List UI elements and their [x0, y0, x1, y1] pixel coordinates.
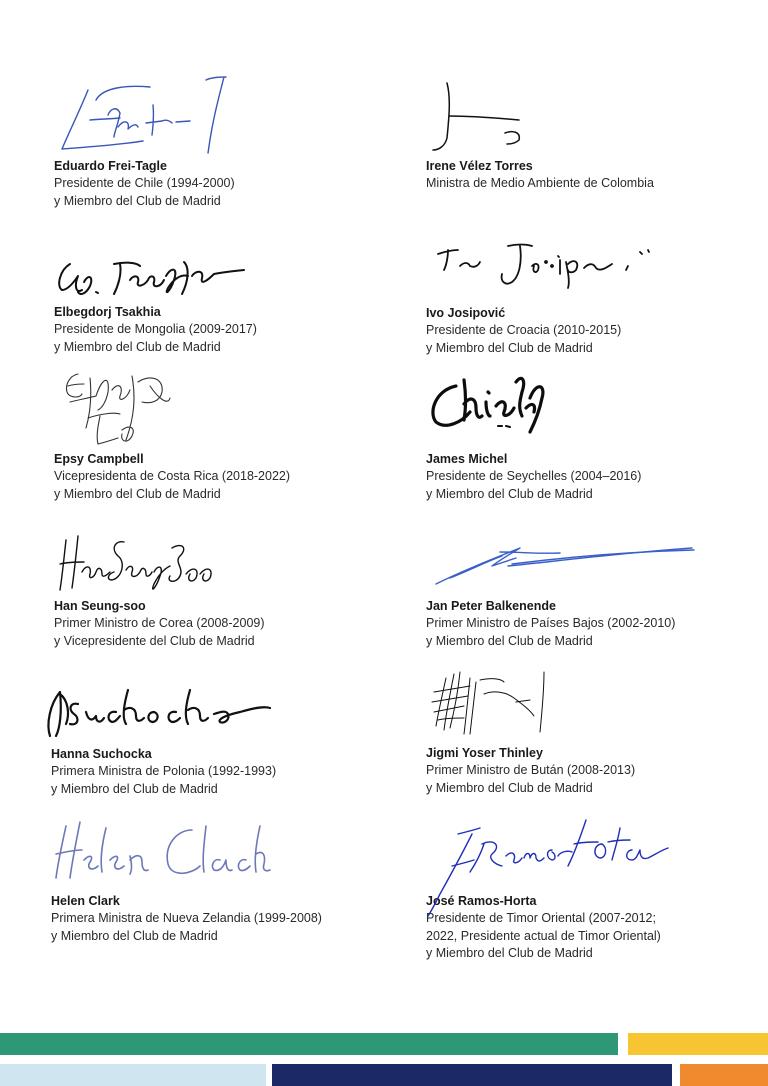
signature-balkenende — [430, 538, 700, 588]
signatory-role: Primera Ministra de Polonia (1992-1993) — [51, 764, 277, 778]
signatory-name: Eduardo Frei-Tagle — [54, 159, 167, 173]
signatory-role: y Miembro del Club de Madrid — [426, 780, 593, 795]
signature-michel — [426, 372, 556, 444]
footer-bar-navy — [272, 1064, 672, 1086]
footer-bar-orange — [680, 1064, 768, 1086]
signatory-name: Helen Clark — [51, 894, 120, 908]
signatory-velez — [426, 158, 654, 193]
signature-tsakhia — [54, 252, 246, 302]
signatory-campbell — [54, 451, 290, 503]
signatory-role: Primer Ministro de Bután (2008-2013) — [426, 763, 636, 777]
signatory-role: Primer Ministro de Países Bajos (2002-2010) — [426, 616, 676, 630]
signatory-role: 2022, Presidente actual de Timor Oriental) — [426, 928, 661, 943]
signature-thinley — [430, 668, 550, 742]
signatory-balkenende — [426, 598, 675, 650]
signatory-name: Hanna Suchocka — [51, 747, 152, 761]
signatory-suchocka — [51, 746, 276, 798]
signature-frei — [58, 75, 258, 157]
signature-ramoshorta — [422, 814, 684, 920]
signatory-name: Epsy Campbell — [54, 452, 144, 466]
signatory-role: y Miembro del Club de Madrid — [426, 486, 593, 501]
signatory-thinley — [426, 745, 635, 797]
signatory-role: y Miembro del Club de Madrid — [426, 946, 593, 960]
signatory-han — [54, 598, 265, 650]
signature-campbell — [60, 368, 176, 450]
signatory-tsakhia — [54, 304, 257, 356]
signature-han — [56, 528, 216, 598]
signatory-role: y Miembro del Club de Madrid — [426, 340, 593, 355]
signatory-clark — [51, 893, 322, 945]
signatory-role: y Miembro del Club de Madrid — [426, 633, 593, 648]
footer-bar-green — [0, 1033, 618, 1055]
signatory-role: Primer Ministro de Corea (2008-2009) — [54, 616, 265, 630]
signatory-role: Presidente de Seychelles (2004–2016) — [426, 469, 642, 483]
footer-bar-yellow — [628, 1033, 768, 1055]
signatory-name: Han Seung-soo — [54, 599, 146, 613]
signatory-role: y Miembro del Club de Madrid — [51, 928, 218, 943]
signatory-role: Presidente de Timor Oriental (2007-2012; — [426, 911, 656, 925]
signatory-role: y Miembro del Club de Madrid — [54, 193, 221, 208]
signatory-name: Jigmi Yoser Thinley — [426, 746, 543, 760]
signatory-michel — [426, 451, 641, 503]
signatory-name: Irene Vélez Torres — [426, 159, 533, 173]
signatory-name: Ivo Josipović — [426, 306, 506, 320]
signatory-role: Vicepresidenta de Costa Rica (2018-2022) — [54, 469, 291, 483]
signatory-role: y Vicepresidente del Club de Madrid — [54, 633, 255, 648]
signatory-name: Elbegdorj Tsakhia — [54, 305, 161, 319]
signatory-name: José Ramos-Horta — [426, 894, 537, 908]
signatory-name: Jan Peter Balkenende — [426, 599, 556, 613]
signature-suchocka — [44, 684, 274, 742]
signature-velez — [427, 78, 559, 154]
signature-josipovic — [436, 238, 656, 290]
signatory-frei — [54, 158, 235, 210]
signatory-role: Presidente de Croacia (2010-2015) — [426, 323, 622, 337]
signatory-josipovic — [426, 305, 621, 357]
signatory-role: y Miembro del Club de Madrid — [51, 781, 218, 796]
signatory-role: y Miembro del Club de Madrid — [54, 339, 221, 354]
signatory-name: James Michel — [426, 452, 508, 466]
signatory-role: Presidente de Mongolia (2009-2017) — [54, 322, 257, 336]
signatory-role: Ministra de Medio Ambiente de Colombia — [426, 176, 654, 190]
signature-clark — [52, 820, 272, 882]
footer-bar-lightblue — [0, 1064, 266, 1086]
signatory-role: Primera Ministra de Nueva Zelandia (1999-2008) — [51, 911, 322, 925]
signatory-role: Presidente de Chile (1994-2000) — [54, 176, 235, 190]
signatory-role: y Miembro del Club de Madrid — [54, 486, 221, 501]
